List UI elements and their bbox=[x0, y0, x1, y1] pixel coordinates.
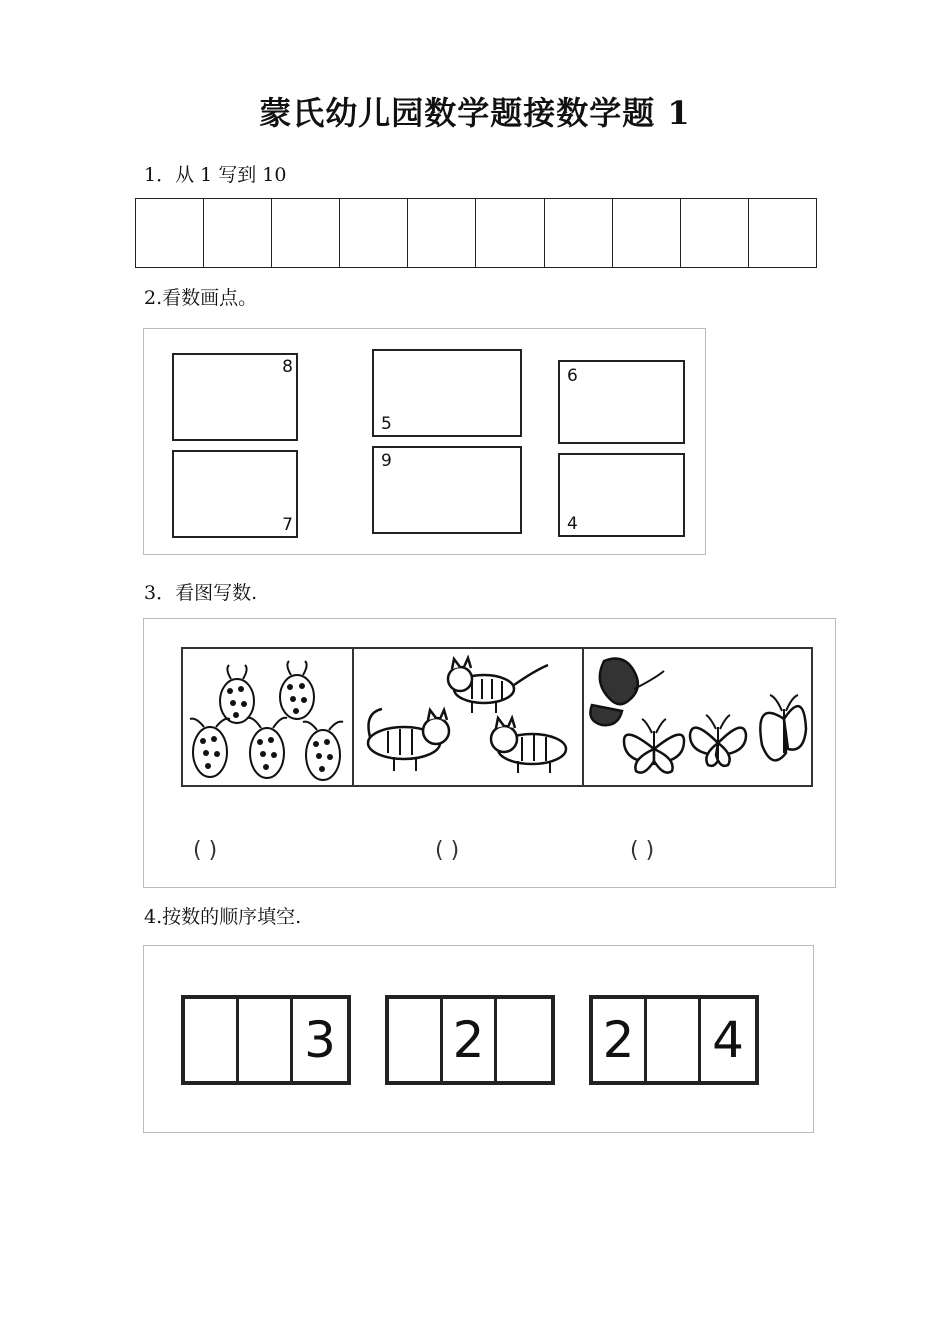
ladybug-group bbox=[183, 649, 354, 785]
answer-blank[interactable]: ( ) bbox=[630, 838, 655, 863]
box-number: 7 bbox=[282, 515, 293, 535]
box-number: 5 bbox=[381, 414, 392, 434]
page-title: 蒙氏幼儿园数学题接数学题 1 bbox=[259, 94, 691, 132]
question-1-label: 1．从 1 写到 10 bbox=[144, 164, 287, 186]
write-cell[interactable] bbox=[272, 199, 340, 267]
box-number: 8 bbox=[282, 357, 293, 377]
cat-icon bbox=[354, 649, 584, 785]
butterfly-icon bbox=[584, 649, 811, 785]
picture-strip bbox=[181, 647, 813, 787]
dot-box[interactable] bbox=[372, 446, 522, 534]
sequence-strip bbox=[385, 995, 555, 1085]
write-cell[interactable] bbox=[340, 199, 408, 267]
ladybug-icon bbox=[183, 649, 353, 785]
dot-box[interactable] bbox=[172, 450, 298, 538]
write-cell[interactable] bbox=[749, 199, 816, 267]
question-4-label: 4.按数的顺序填空. bbox=[144, 906, 302, 928]
sequence-strip bbox=[589, 995, 759, 1085]
sequence-cell[interactable] bbox=[389, 999, 443, 1081]
question-3-label: 3．看图写数. bbox=[144, 582, 258, 604]
write-cell[interactable] bbox=[204, 199, 272, 267]
dot-box[interactable] bbox=[372, 349, 522, 437]
sequence-cell[interactable] bbox=[497, 999, 551, 1081]
write-cell[interactable] bbox=[136, 199, 204, 267]
write-cell[interactable] bbox=[613, 199, 681, 267]
question-2-label: 2.看数画点。 bbox=[144, 287, 258, 309]
sequence-cell[interactable]: 4 bbox=[712, 1011, 744, 1069]
dot-box[interactable] bbox=[558, 453, 685, 537]
sequence-cell[interactable] bbox=[185, 999, 239, 1081]
butterfly-group bbox=[584, 649, 811, 785]
dot-drawing-panel bbox=[143, 328, 706, 555]
sequence-strip bbox=[181, 995, 351, 1085]
write-cell[interactable] bbox=[476, 199, 544, 267]
answer-blank[interactable]: ( ) bbox=[435, 838, 460, 863]
sequence-cell[interactable]: 3 bbox=[304, 1011, 336, 1069]
dot-box[interactable] bbox=[558, 360, 685, 444]
box-number: 6 bbox=[567, 366, 578, 386]
cat-group bbox=[354, 649, 585, 785]
dot-box[interactable] bbox=[172, 353, 298, 441]
write-grid bbox=[135, 198, 817, 268]
sequence-cell[interactable] bbox=[239, 999, 293, 1081]
box-number: 4 bbox=[567, 514, 578, 534]
write-cell[interactable] bbox=[545, 199, 613, 267]
box-number: 9 bbox=[381, 451, 392, 471]
answer-blank[interactable]: ( ) bbox=[193, 838, 218, 863]
sequence-cell[interactable]: 2 bbox=[593, 999, 647, 1081]
write-cell[interactable] bbox=[681, 199, 749, 267]
sequence-cell[interactable] bbox=[647, 999, 701, 1081]
sequence-cell[interactable]: 2 bbox=[443, 999, 497, 1081]
write-cell[interactable] bbox=[408, 199, 476, 267]
